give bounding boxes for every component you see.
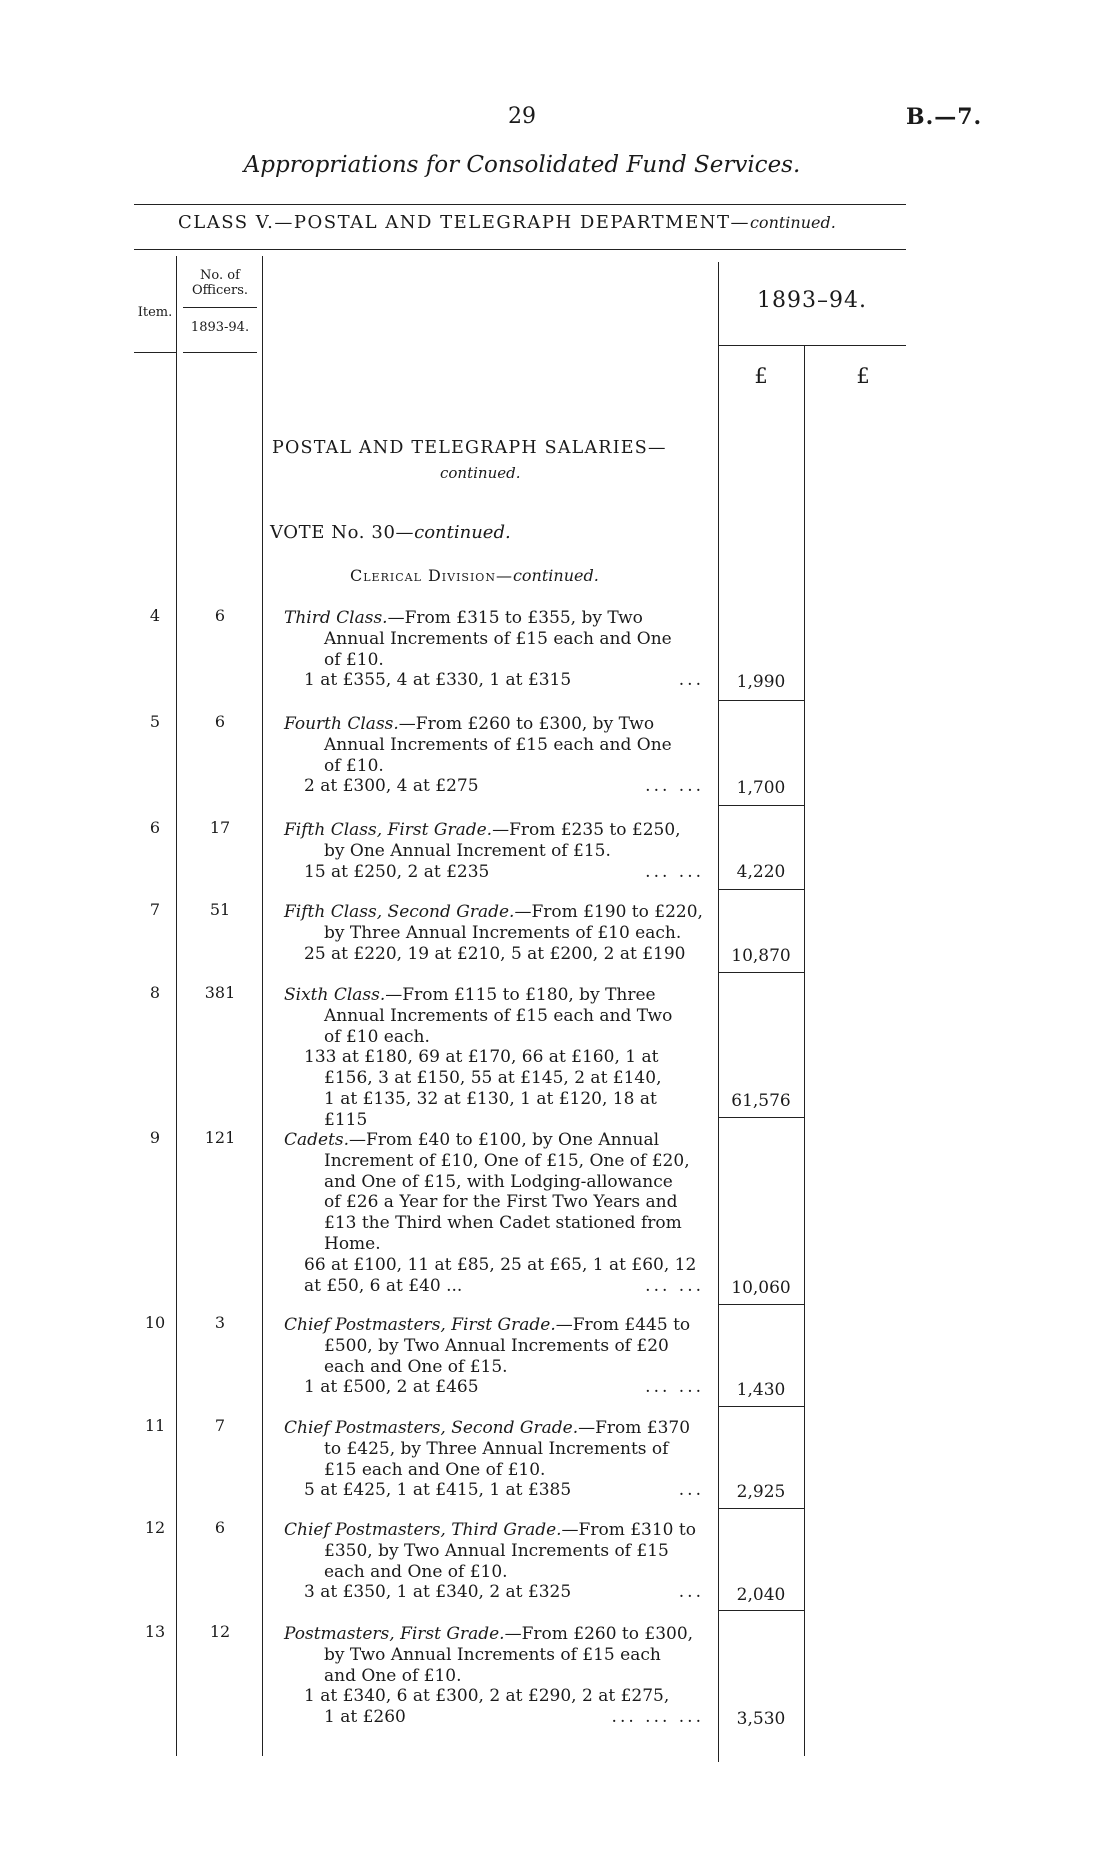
pound-symbol-1: £: [754, 364, 768, 388]
row-amount: 1,430: [736, 1380, 786, 1400]
row-detail-line: [284, 1707, 704, 1728]
row-title-rest: —From £370: [578, 1418, 691, 1438]
row-title-rest: —From £310 to: [561, 1520, 696, 1540]
section-continued: continued.: [440, 464, 521, 482]
row-description-line: by Three Annual Increments of £10 each.: [324, 922, 682, 943]
row-detail-line: [284, 1276, 704, 1297]
col-rule-amount: [804, 345, 805, 1756]
row-title-line: [284, 1418, 704, 1439]
row-title-rest: —From £40 to £100, by One Annual: [349, 1130, 660, 1150]
pound-symbol-2: £: [856, 364, 870, 388]
row-detail: at £50, 6 at £40 ...: [304, 1275, 463, 1296]
table-row: [284, 902, 704, 964]
row-detail: 1 at £355, 4 at £330, 1 at £315: [304, 670, 572, 691]
row-amount: 4,220: [736, 862, 786, 882]
row-title-rest: —From £190 to £220,: [514, 902, 703, 922]
row-description-line: and One of £15, with Lodging-allowance: [324, 1171, 673, 1192]
row-title-rest: —From £315 to £355, by Two: [387, 608, 643, 628]
row-description-line: of £26 a Year for the First Two Years and: [324, 1192, 678, 1213]
row-detail-line: [284, 1377, 704, 1398]
row-leader-dots: ... ...: [645, 1275, 704, 1296]
row-title: Fifth Class, First Grade.: [284, 820, 493, 840]
class-title-continued: continued.: [749, 213, 836, 232]
amount-rule: [718, 889, 804, 890]
row-title-line: [284, 608, 704, 629]
row-officers-count: 121: [204, 1128, 236, 1147]
row-title: Postmasters, First Grade.: [284, 1624, 505, 1644]
rule-officers-header: [183, 307, 257, 308]
row-detail: 5 at £425, 1 at £415, 1 at £385: [304, 1480, 572, 1501]
amount-rule: [718, 1304, 804, 1305]
row-amount: 10,870: [731, 946, 791, 966]
row-amount: 2,925: [736, 1482, 786, 1502]
header-officers: Officers.: [191, 283, 249, 298]
col-rule-officers: [262, 256, 263, 1756]
class-title-text: CLASS V.—POSTAL AND TELEGRAPH DEPARTMENT—: [178, 212, 750, 233]
table-row: [284, 1520, 704, 1603]
row-item-number: 6: [149, 818, 161, 837]
row-title: Chief Postmasters, First Grade.: [284, 1315, 556, 1335]
row-title: Fifth Class, Second Grade.: [284, 902, 515, 922]
row-title: Chief Postmasters, Second Grade.: [284, 1418, 579, 1438]
row-title-line: [284, 1315, 704, 1336]
row-item-number: 12: [144, 1518, 166, 1537]
row-title-line: [284, 1130, 704, 1151]
row-detail-line: [284, 1480, 704, 1501]
division-heading-text: Clerical Division—: [350, 566, 513, 585]
rule-top: [134, 204, 906, 205]
row-detail: 1 at £260: [324, 1707, 406, 1728]
header-officers-year: 1893-94.: [190, 320, 250, 335]
row-leader-dots: ... ...: [645, 776, 704, 797]
row-description-line: Annual Increments of £15 each and One: [324, 734, 672, 755]
row-title-line: [284, 985, 704, 1006]
rule-item-header: [134, 352, 176, 353]
division-heading-continued: continued.: [512, 566, 599, 585]
row-title: Cadets.: [284, 1130, 350, 1150]
row-title-line: [284, 902, 704, 923]
row-title: Fourth Class.: [284, 714, 399, 734]
table-row: [284, 714, 704, 797]
document-reference: B.—7.: [906, 104, 983, 130]
row-description-line: Home.: [324, 1233, 381, 1254]
row-title-rest: —From £260 to £300,: [504, 1624, 694, 1644]
row-leader-dots: ... ... ...: [611, 1707, 704, 1728]
vote-heading-continued: continued.: [414, 522, 511, 543]
amount-rule: [718, 972, 804, 973]
row-description-line: by Two Annual Increments of £15 each: [324, 1644, 661, 1665]
row-description-line: each and One of £15.: [324, 1356, 508, 1377]
row-officers-count: 6: [214, 712, 226, 731]
vote-heading-text: VOTE No. 30—: [270, 522, 415, 543]
row-description-line: £500, by Two Annual Increments of £20: [324, 1335, 669, 1356]
row-detail: 3 at £350, 1 at £340, 2 at £325: [304, 1582, 572, 1603]
row-description-line: £13 the Third when Cadet stationed from: [324, 1213, 682, 1234]
row-amount: 10,060: [731, 1278, 791, 1298]
row-detail: 1 at £500, 2 at £465: [304, 1377, 479, 1398]
vote-heading: [270, 522, 511, 543]
row-leader-dots: ... ...: [645, 861, 704, 882]
row-officers-count: 6: [214, 606, 226, 625]
row-title-rest: —From £260 to £300, by Two: [398, 714, 655, 734]
col-rule-description: [718, 262, 719, 1762]
table-row: [284, 985, 704, 1131]
row-detail: 2 at £300, 4 at £275: [304, 776, 479, 797]
row-detail-line: 133 at £180, 69 at £170, 66 at £160, 1 at: [304, 1047, 659, 1068]
amount-rule: [718, 1610, 804, 1611]
row-detail-line: [284, 776, 704, 797]
row-item-number: 8: [149, 983, 161, 1002]
row-item-number: 13: [144, 1622, 166, 1641]
col-rule-item: [176, 256, 177, 1756]
row-detail-line: 1 at £340, 6 at £300, 2 at £290, 2 at £275,: [304, 1686, 670, 1707]
row-leader-dots: ...: [678, 1480, 704, 1501]
row-officers-count: 6: [214, 1518, 226, 1537]
row-item-number: 5: [149, 712, 161, 731]
division-heading: [350, 566, 599, 585]
row-detail-line: [284, 862, 704, 883]
row-title-line: [284, 1624, 704, 1645]
row-officers-count: 3: [214, 1313, 226, 1332]
header-year: 1893–94.: [757, 288, 867, 313]
rule-officers-bottom: [183, 352, 257, 353]
row-title: Sixth Class.: [284, 985, 386, 1005]
row-title-line: [284, 714, 704, 735]
row-leader-dots: ...: [678, 1582, 704, 1603]
row-detail-line: [284, 1582, 704, 1603]
amount-rule: [718, 805, 804, 806]
row-description-line: £15 each and One of £10.: [324, 1459, 546, 1480]
row-detail-line: [284, 944, 704, 965]
row-amount: 2,040: [736, 1585, 786, 1605]
row-amount: 3,530: [736, 1709, 786, 1729]
row-title-rest: —From £235 to £250,: [492, 820, 681, 840]
row-officers-count: 381: [204, 983, 236, 1002]
row-item-number: 10: [144, 1313, 166, 1332]
row-amount: 1,990: [736, 672, 786, 692]
row-title-line: [284, 1520, 704, 1541]
table-row: [284, 1418, 704, 1501]
class-title: [178, 212, 836, 233]
table-row: [284, 820, 704, 882]
row-amount: 61,576: [731, 1091, 791, 1111]
row-leader-dots: ... ...: [645, 1377, 704, 1398]
row-title-rest: —From £445 to: [555, 1315, 691, 1335]
row-title-rest: —From £115 to £180, by Three: [385, 985, 656, 1005]
amount-rule: [718, 1508, 804, 1509]
row-description-line: to £425, by Three Annual Increments of: [324, 1438, 669, 1459]
row-detail-line: [284, 670, 704, 691]
row-item-number: 7: [149, 900, 161, 919]
row-description-line: Increment of £10, One of £15, One of £20,: [324, 1150, 690, 1171]
row-item-number: 9: [149, 1128, 161, 1147]
header-no-of: No. of: [200, 268, 240, 283]
row-amount: 1,700: [736, 778, 786, 798]
row-description-line: £350, by Two Annual Increments of £15: [324, 1540, 669, 1561]
table-row: [284, 1130, 704, 1296]
amount-rule: [718, 700, 804, 701]
rule-class: [134, 249, 906, 250]
row-description-line: and One of £10.: [324, 1665, 462, 1686]
amount-rule: [718, 1406, 804, 1407]
row-detail-line: £156, 3 at £150, 55 at £145, 2 at £140,: [324, 1068, 662, 1089]
header-item: Item.: [137, 305, 173, 320]
row-detail: 25 at £220, 19 at £210, 5 at £200, 2 at £190: [304, 943, 686, 964]
row-detail-line: 66 at £100, 11 at £85, 25 at £65, 1 at £60, 12: [304, 1254, 697, 1275]
row-leader-dots: ...: [678, 670, 704, 691]
amount-rule: [718, 1117, 804, 1118]
row-description-line: by One Annual Increment of £15.: [324, 840, 611, 861]
row-description-line: Annual Increments of £15 each and Two: [324, 1005, 673, 1026]
row-description-line: each and One of £10.: [324, 1561, 508, 1582]
row-title: Third Class.: [284, 608, 388, 628]
row-description-line: of £10.: [324, 649, 384, 670]
section-title: POSTAL AND TELEGRAPH SALARIES—: [272, 438, 667, 458]
rule-year: [718, 345, 906, 346]
row-description-line: Annual Increments of £15 each and One: [324, 628, 672, 649]
page-subtitle: Appropriations for Consolidated Fund Services.: [243, 152, 801, 178]
table-row: [284, 608, 704, 691]
row-officers-count: 51: [209, 900, 231, 919]
table-row: [284, 1624, 704, 1728]
row-detail-line: 1 at £135, 32 at £130, 1 at £120, 18 at £115: [324, 1088, 657, 1130]
row-title-line: [284, 820, 704, 841]
row-officers-count: 12: [209, 1622, 231, 1641]
table-row: [284, 1315, 704, 1398]
row-item-number: 4: [149, 606, 161, 625]
row-title: Chief Postmasters, Third Grade.: [284, 1520, 562, 1540]
row-description-line: of £10.: [324, 755, 384, 776]
row-detail: 15 at £250, 2 at £235: [304, 861, 490, 882]
row-description-line: of £10 each.: [324, 1026, 430, 1047]
row-officers-count: 17: [209, 818, 231, 837]
page-number: 29: [508, 104, 536, 129]
row-item-number: 11: [144, 1416, 166, 1435]
row-officers-count: 7: [214, 1416, 226, 1435]
